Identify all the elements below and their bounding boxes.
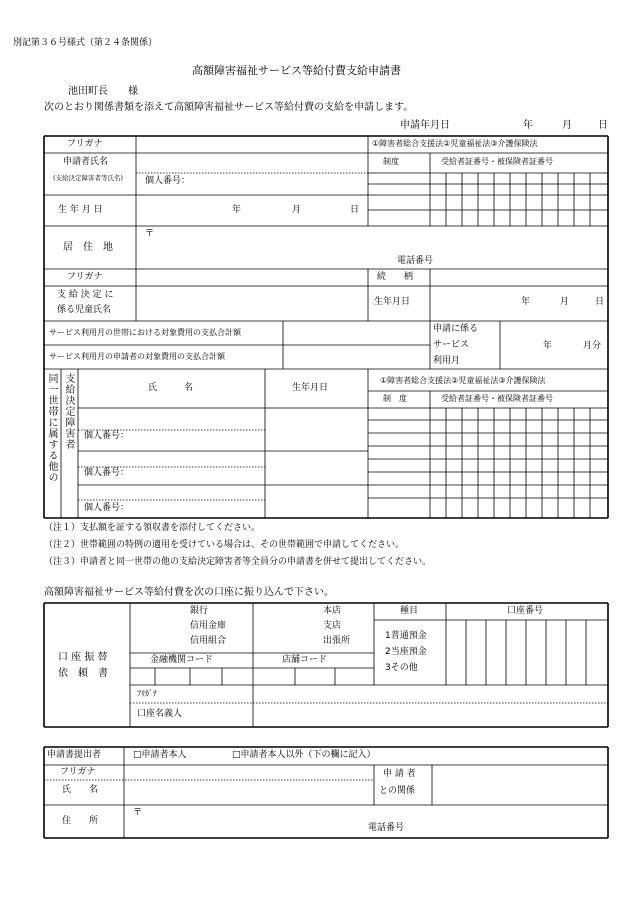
- account-holder-label: 口座名義人: [137, 709, 183, 719]
- bank-side-label-1: 口 座 振 替: [58, 652, 108, 663]
- household-birth-header: 生年月日: [292, 383, 329, 393]
- furigana-label: フリガナ: [67, 139, 103, 149]
- phone-label: 電話番号: [397, 256, 434, 266]
- intro-text: 次のとおり関係書類を添えて高額障害福祉サービス等給付費の支給を申請します。: [44, 102, 414, 113]
- birth-date-label: 生 年 月 日: [58, 205, 103, 215]
- application-date-label: 申請年月日: [400, 120, 450, 131]
- child-birth-day-unit: 日: [595, 297, 605, 307]
- account-type-option-3: 3その他: [385, 663, 418, 673]
- holder-furigana-label: ﾌﾘｶﾞﾅ: [137, 689, 157, 698]
- account-number-header: 口座番号: [507, 606, 544, 616]
- child-birth-year-unit: 年: [521, 297, 531, 307]
- bank-code-label: 金融機関コード: [150, 655, 214, 665]
- bank-intro: 高額障害福祉サービス等給付費を次の口座に振り込んで下さい。: [44, 587, 334, 598]
- laws-legend: ①障害者総合支援法②児童福祉法③介護保険法: [372, 139, 538, 148]
- branch-code-label: 店舗コード: [282, 655, 328, 665]
- service-month-label-2: サービス: [433, 340, 470, 350]
- service-month-unit: 月分: [583, 341, 602, 351]
- form-number: 別記第３６号様式（第２４条関係）: [13, 38, 158, 48]
- household-cert-header: 受給者証番号・被保険者証番号: [441, 394, 553, 403]
- submitter-postal-mark: 〒: [133, 808, 143, 818]
- child-furigana-label: フリガナ: [67, 272, 103, 282]
- date-day-unit: 日: [598, 120, 608, 131]
- household-side-label: 同一世帯に属する他の: [46, 373, 57, 483]
- applicant-personal-number-label: 個人番号：: [145, 176, 191, 186]
- submitter-label: 申請書提出者: [47, 750, 102, 760]
- branch-type-head-office: 本店: [323, 606, 342, 616]
- household-laws-legend: ①障害者総合支援法②児童福祉法③介護保険法: [380, 376, 546, 385]
- household-total-label: サービス利用月の世帯における対象費用の支払合計額: [49, 328, 241, 337]
- submitter-option-other[interactable]: □申請者本人以外（下の欄に記入）: [232, 750, 376, 760]
- branch-type-branch: 支店: [323, 621, 342, 631]
- child-birth-label: 生年月日: [374, 297, 411, 307]
- date-month-unit: 月: [562, 120, 572, 131]
- child-birth-month-unit: 月: [560, 297, 570, 307]
- account-type-option-1: 1普通預金: [385, 631, 427, 641]
- bank-side-label-2: 依 頼 書: [58, 668, 108, 679]
- system-header: 制度: [383, 157, 399, 166]
- submitter-relation-label-1: 申 請 者: [383, 769, 416, 779]
- form-title: 高額障害福祉サービス等給付費支給申請書: [192, 64, 401, 77]
- service-year-unit: 年: [543, 341, 553, 351]
- applicant-name-sublabel: (支給決定障害者等氏名): [53, 174, 124, 182]
- branch-type-sub-branch: 出張所: [323, 636, 351, 646]
- applicant-name-label: 申請者氏名: [63, 157, 109, 167]
- bank-type-credit-bank: 信用金庫: [190, 621, 227, 631]
- bank-type-bank: 銀行: [190, 606, 209, 616]
- account-type-option-2: 2当座預金: [385, 647, 427, 657]
- cert-number-header: 受給者証番号・被保険者証番号: [441, 157, 553, 166]
- note-2: （注２）世帯範囲の特例の適用を受けている場合は、その世帯範囲で申請してください。: [44, 540, 405, 550]
- household-personal-number-2: 個人番号：: [84, 468, 130, 478]
- submitter-address-label: 住 所: [62, 816, 99, 826]
- date-year-unit: 年: [523, 120, 533, 131]
- birth-day-unit: 日: [350, 205, 360, 215]
- address-label: 居 住 地: [63, 242, 113, 253]
- child-name-label-1: 支 給 決 定 に: [57, 290, 114, 300]
- child-name-label-2: 係る児童氏名: [57, 305, 112, 315]
- household-personal-number-1: 個人番号：: [84, 431, 130, 441]
- service-month-label-1: 申請に係る: [433, 324, 479, 334]
- submitter-relation-label-2: との関係: [379, 786, 416, 796]
- addressee: 池田町長 様: [68, 86, 138, 97]
- bank-type-credit-union: 信用組合: [190, 636, 227, 646]
- note-1: （注１）支払額を証する領収書を添付してください。: [44, 523, 261, 533]
- submitter-phone-label: 電話番号: [368, 823, 405, 833]
- applicant-total-label: サービス利用月の申請者の対象費用の支払合計額: [49, 352, 225, 361]
- household-side-label-2: 支給決定障害者: [63, 373, 74, 450]
- account-type-header: 種目: [400, 606, 419, 616]
- household-system-header: 制 度: [383, 394, 407, 403]
- note-3: （注３）申請者と同一世帯の他の支給決定障害者等全員分の申請書を併せて提出してください。: [44, 557, 432, 567]
- birth-year-unit: 年: [232, 205, 242, 215]
- submitter-furigana-label: フリガナ: [60, 767, 96, 777]
- submitter-name-label: 氏 名: [62, 785, 99, 795]
- relation-label: 続 柄: [377, 272, 414, 282]
- submitter-option-self[interactable]: □申請者本人: [133, 750, 187, 760]
- household-personal-number-3: 個人番号：: [84, 503, 130, 513]
- birth-month-unit: 月: [292, 205, 302, 215]
- service-month-label-3: 利用月: [433, 356, 461, 366]
- postal-mark: 〒: [145, 229, 155, 239]
- household-name-header: 氏 名: [148, 383, 194, 393]
